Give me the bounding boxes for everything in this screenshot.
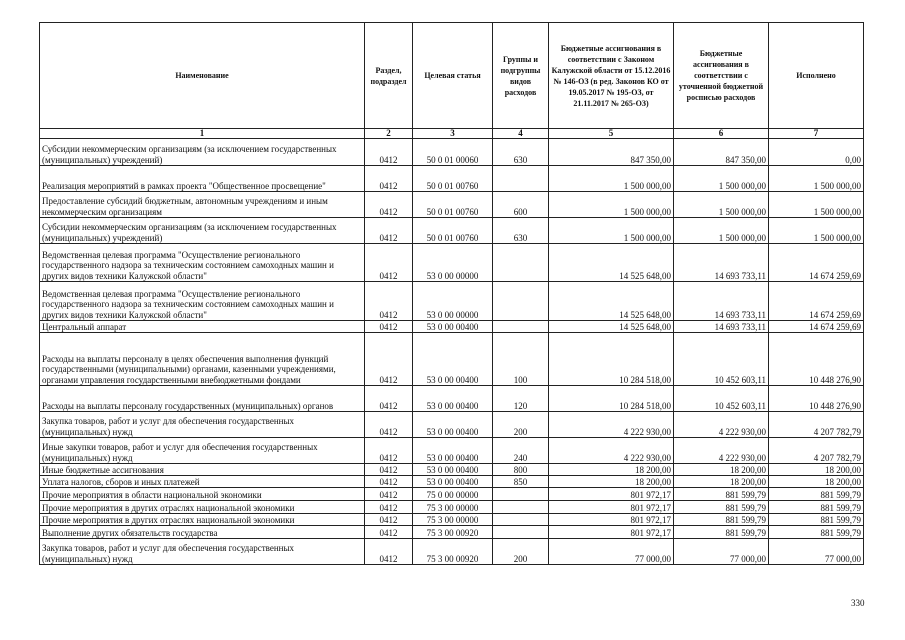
cell-refined: 14 693 733,11 [674,321,769,333]
cell-executed: 0,00 [769,139,864,166]
cell-section: 0412 [365,166,413,192]
column-number: 2 [365,129,413,139]
cell-refined: 4 222 930,00 [674,438,769,464]
cell-section: 0412 [365,412,413,438]
cell-refined: 847 350,00 [674,139,769,166]
cell-article: 53 0 00 00400 [413,333,493,386]
table-row [40,526,864,539]
table-row [40,244,864,282]
cell-refined: 881 599,79 [674,526,769,539]
cell-refined: 881 599,79 [674,501,769,514]
cell-executed: 881 599,79 [769,514,864,526]
cell-name: Иные закупки товаров, работ и услуг для обеспечения государственных (муниципальных) нужд [40,438,365,464]
cell-executed: 1 500 000,00 [769,166,864,192]
cell-budget: 1 500 000,00 [549,166,674,192]
cell-name: Прочие мероприятия в области национальной экономики [40,488,365,501]
table-row [40,166,864,192]
column-number: 1 [40,129,365,139]
table-row [40,192,864,218]
cell-article: 53 0 00 00400 [413,464,493,476]
cell-type: 200 [493,412,549,438]
cell-section: 0412 [365,476,413,488]
cell-article: 53 0 00 00400 [413,321,493,333]
cell-name: Прочие мероприятия в других отраслях национальной экономики [40,501,365,514]
cell-type [493,514,549,526]
column-header-type: Группы и подгруппы видов расходов [493,23,549,129]
cell-budget: 801 972,17 [549,501,674,514]
cell-name: Иные бюджетные ассигнования [40,464,365,476]
column-number: 6 [674,129,769,139]
cell-name: Закупка товаров, работ и услуг для обеспечения государственных (муниципальных) нужд [40,539,365,565]
column-header-section: Раздел, подраздел [365,23,413,129]
cell-article: 53 0 00 00400 [413,438,493,464]
cell-budget: 801 972,17 [549,488,674,501]
cell-name: Закупка товаров, работ и услуг для обеспечения государственных (муниципальных) нужд [40,412,365,438]
cell-section: 0412 [365,139,413,166]
cell-type [493,321,549,333]
cell-type [493,488,549,501]
table-row [40,514,864,526]
cell-refined: 18 200,00 [674,476,769,488]
table-row [40,539,864,565]
cell-budget: 801 972,17 [549,514,674,526]
cell-section: 0412 [365,244,413,282]
cell-type: 850 [493,476,549,488]
cell-executed: 10 448 276,90 [769,333,864,386]
cell-executed: 14 674 259,69 [769,282,864,321]
cell-type [493,244,549,282]
cell-executed: 14 674 259,69 [769,244,864,282]
cell-type [493,501,549,514]
table-row [40,321,864,333]
table-row [40,464,864,476]
cell-article: 50 0 01 00760 [413,218,493,244]
cell-type: 120 [493,386,549,412]
cell-budget: 10 284 518,00 [549,386,674,412]
cell-executed: 18 200,00 [769,476,864,488]
header-row [40,23,864,129]
cell-refined: 18 200,00 [674,464,769,476]
cell-budget: 14 525 648,00 [549,244,674,282]
column-header-article: Целевая статья [413,23,493,129]
cell-executed: 881 599,79 [769,488,864,501]
cell-refined: 10 452 603,11 [674,333,769,386]
column-header-executed: Исполнено [769,23,864,129]
table-row [40,412,864,438]
cell-executed: 881 599,79 [769,526,864,539]
cell-section: 0412 [365,488,413,501]
column-number: 3 [413,129,493,139]
cell-article: 53 0 00 00000 [413,282,493,321]
cell-article: 50 0 01 00060 [413,139,493,166]
cell-section: 0412 [365,282,413,321]
table-row [40,476,864,488]
cell-type: 600 [493,192,549,218]
cell-type: 800 [493,464,549,476]
cell-refined: 14 693 733,11 [674,244,769,282]
cell-refined: 4 222 930,00 [674,412,769,438]
cell-executed: 1 500 000,00 [769,218,864,244]
cell-type: 100 [493,333,549,386]
cell-budget: 1 500 000,00 [549,192,674,218]
cell-type: 200 [493,539,549,565]
cell-article: 50 0 01 00760 [413,192,493,218]
table-row [40,333,864,386]
cell-type [493,282,549,321]
table-row [40,488,864,501]
cell-type: 630 [493,218,549,244]
table-row [40,282,864,321]
cell-section: 0412 [365,192,413,218]
cell-refined: 14 693 733,11 [674,282,769,321]
cell-budget: 4 222 930,00 [549,412,674,438]
cell-name: Расходы на выплаты персоналу в целях обеспечения выполнения функций государственными (муниципальными) органами, казенными учреждениями, органами управления государственными внебюджетными фондами [40,333,365,386]
cell-article: 75 3 00 00000 [413,501,493,514]
cell-budget: 801 972,17 [549,526,674,539]
cell-type: 240 [493,438,549,464]
column-number: 7 [769,129,864,139]
cell-name: Расходы на выплаты персоналу государственных (муниципальных) органов [40,386,365,412]
table-body [40,139,864,565]
cell-name: Субсидии некоммерческим организациям (за исключением государственных (муниципальных) учреждений) [40,218,365,244]
cell-type: 630 [493,139,549,166]
table-row [40,438,864,464]
cell-budget: 14 525 648,00 [549,282,674,321]
cell-section: 0412 [365,438,413,464]
cell-budget: 18 200,00 [549,464,674,476]
cell-name: Центральный аппарат [40,321,365,333]
cell-executed: 881 599,79 [769,501,864,514]
cell-executed: 14 674 259,69 [769,321,864,333]
cell-article: 50 0 01 00760 [413,166,493,192]
cell-executed: 77 000,00 [769,539,864,565]
cell-article: 75 3 00 00000 [413,514,493,526]
column-number: 4 [493,129,549,139]
cell-refined: 10 452 603,11 [674,386,769,412]
cell-article: 53 0 00 00000 [413,244,493,282]
cell-budget: 4 222 930,00 [549,438,674,464]
cell-refined: 881 599,79 [674,488,769,501]
cell-article: 53 0 00 00400 [413,386,493,412]
cell-refined: 881 599,79 [674,514,769,526]
cell-name: Ведомственная целевая программа "Осуществление регионального государственного надзора за техническим состоянием самоходных машин и других видов техники Калужской области" [40,282,365,321]
cell-refined: 1 500 000,00 [674,166,769,192]
cell-name: Реализация мероприятий в рамках проекта "Общественное просвещение" [40,166,365,192]
cell-article: 75 0 00 00000 [413,488,493,501]
cell-refined: 77 000,00 [674,539,769,565]
cell-article: 53 0 00 00400 [413,476,493,488]
cell-executed: 10 448 276,90 [769,386,864,412]
table-row [40,386,864,412]
page-number: 330 [851,598,865,608]
column-number-row [40,129,864,139]
cell-article: 75 3 00 00920 [413,539,493,565]
cell-section: 0412 [365,514,413,526]
cell-type [493,166,549,192]
cell-section: 0412 [365,321,413,333]
cell-executed: 18 200,00 [769,464,864,476]
column-header-refined: Бюджетные ассигнования в соответствии с уточненной бюджетной росписью расходов [674,23,769,129]
cell-section: 0412 [365,333,413,386]
cell-article: 53 0 00 00400 [413,412,493,438]
cell-budget: 14 525 648,00 [549,321,674,333]
cell-budget: 10 284 518,00 [549,333,674,386]
column-header-budget: Бюджетные ассигнования в соответствии с Законом Калужской области от 15.12.2016 № 146-ОЗ (в ред. Законов КО от 19.05.2017 № 195-ОЗ, от 21.11.2017 № 265-ОЗ) [549,23,674,129]
cell-name: Ведомственная целевая программа "Осуществление регионального государственного надзора за техническим состоянием самоходных машин и других видов техники Калужской области" [40,244,365,282]
column-header-name: Наименование [40,23,365,129]
cell-section: 0412 [365,218,413,244]
cell-budget: 77 000,00 [549,539,674,565]
cell-executed: 1 500 000,00 [769,192,864,218]
cell-section: 0412 [365,386,413,412]
cell-section: 0412 [365,501,413,514]
table-row [40,218,864,244]
budget-table [39,22,864,565]
column-number: 5 [549,129,674,139]
cell-executed: 4 207 782,79 [769,438,864,464]
cell-budget: 1 500 000,00 [549,218,674,244]
cell-refined: 1 500 000,00 [674,192,769,218]
cell-budget: 847 350,00 [549,139,674,166]
table-row [40,139,864,166]
cell-executed: 4 207 782,79 [769,412,864,438]
cell-article: 75 3 00 00920 [413,526,493,539]
cell-section: 0412 [365,526,413,539]
cell-name: Субсидии некоммерческим организациям (за исключением государственных (муниципальных) учреждений) [40,139,365,166]
cell-name: Предоставление субсидий бюджетным, автономным учреждениям и иным некоммерческим организациям [40,192,365,218]
cell-name: Уплата налогов, сборов и иных платежей [40,476,365,488]
table-row [40,501,864,514]
cell-refined: 1 500 000,00 [674,218,769,244]
cell-section: 0412 [365,539,413,565]
cell-section: 0412 [365,464,413,476]
cell-name: Прочие мероприятия в других отраслях национальной экономики [40,514,365,526]
cell-budget: 18 200,00 [549,476,674,488]
cell-name: Выполнение других обязательств государства [40,526,365,539]
cell-type [493,526,549,539]
